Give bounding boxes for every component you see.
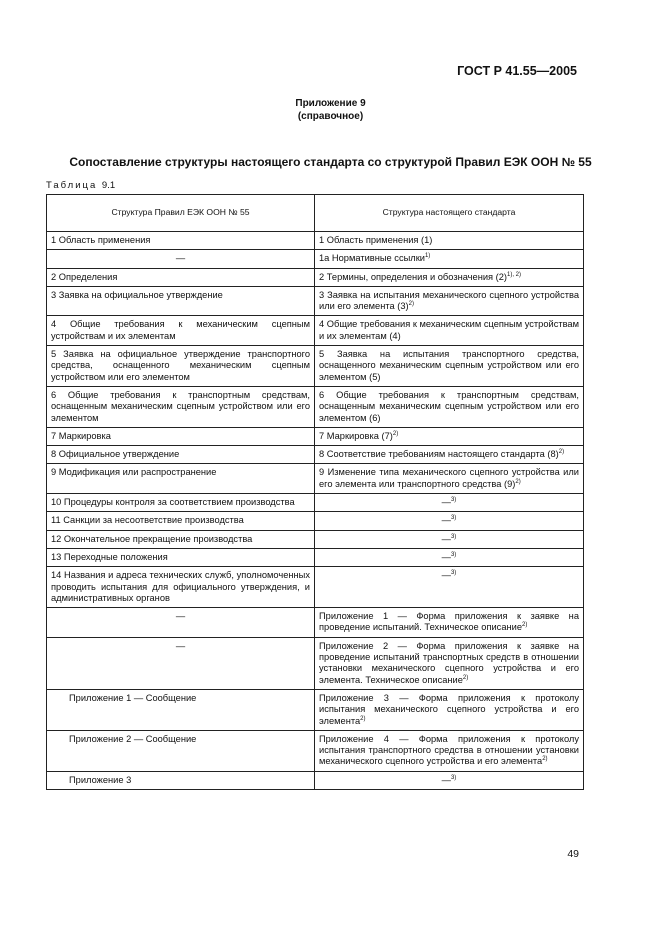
cell-unece-section: —: [47, 608, 315, 638]
cell-unece-section: 12 Окончательное прекращение производства: [47, 530, 315, 548]
cell-unece-section: 4 Общие требования к механическим сцепным устройствам и их элементам: [47, 316, 315, 346]
cell-standard-section: [315, 286, 584, 316]
table-body: [47, 232, 584, 790]
document-code: ГОСТ Р 41.55—2005: [457, 64, 577, 78]
footnote-marker: 3): [450, 497, 457, 504]
cell-text: 4 Общие требования к механическим сцепным устройствам и их элементам (4): [319, 319, 579, 341]
footnote-marker: 2): [558, 449, 565, 456]
cell-standard-section: [315, 346, 584, 387]
table-row: [47, 346, 584, 387]
footnote-marker: 2): [408, 301, 414, 308]
cell-text: 1а Нормативные ссылки: [319, 253, 425, 264]
cell-text: —: [441, 533, 451, 544]
table-row: [47, 427, 584, 445]
table-row: [47, 286, 584, 316]
cell-standard-section: [315, 494, 584, 512]
document-title: Сопоставление структуры настоящего стандарта со структурой Правил ЕЭК ООН № 55: [69, 155, 592, 169]
cell-text: 7 Маркировка (7): [319, 430, 393, 441]
cell-standard-section: [315, 530, 584, 548]
table-row: [47, 608, 584, 638]
cell-unece-section: Приложение 3: [47, 771, 315, 789]
table-row: [47, 730, 584, 771]
table-row: [47, 689, 584, 730]
cell-standard-section: [315, 446, 584, 464]
cell-text: Приложение 2 — Форма приложения к заявке на проведение испытаний транспортных средств в отношении установки механического сцепного устройства и его элемента. Техническое описание: [319, 640, 579, 685]
footnote-marker: 3): [450, 570, 457, 577]
cell-unece-section: 3 Заявка на официальное утверждение: [47, 286, 315, 316]
table-row: [47, 268, 584, 286]
cell-text: 3 Заявка на испытания механического сцепного устройства или его элемента (3): [319, 289, 579, 312]
cell-text: —: [441, 497, 451, 508]
cell-unece-section: 2 Определения: [47, 268, 315, 286]
table-row: [47, 446, 584, 464]
table-row: [47, 250, 584, 268]
cell-unece-section: 14 Названия и адреса технических служб, уполномоченных проводить испытания для официального утверждения, и административных органов: [47, 567, 315, 608]
table-row: [47, 386, 584, 427]
cell-unece-section: 7 Маркировка: [47, 427, 315, 445]
cell-standard-section: [315, 548, 584, 566]
footnote-marker: 2): [542, 756, 548, 763]
cell-text: 2 Термины, определения и обозначения (2): [319, 271, 508, 282]
cell-unece-section: 9 Модификация или распространение: [47, 464, 315, 494]
table-row: [47, 494, 584, 512]
cell-unece-section: —: [47, 637, 315, 689]
cell-unece-section: 6 Общие требования к транспортным средствам, оснащенным механическим сцепным устройством или его элементом: [47, 386, 315, 427]
footnote-marker: 2): [462, 674, 469, 681]
cell-standard-section: [315, 386, 584, 427]
cell-text: 9 Изменение типа механического сцепного устройства или его элемента или транспортного средства (9): [319, 467, 579, 489]
column-header-unece: Структура Правил ЕЭК ООН № 55: [47, 195, 315, 232]
table-header-row: [47, 195, 584, 232]
cell-standard-section: [315, 464, 584, 494]
cell-text: Приложение 3 — Форма приложения к протоколу испытания механического сцепного устройства и его элемента: [319, 692, 579, 726]
table-row: [47, 464, 584, 494]
cell-unece-section: 5 Заявка на официальное утверждение транспортного средства, оснащенного механическим сцепным устройством или его элементом: [47, 346, 315, 387]
cell-standard-section: [315, 427, 584, 445]
cell-standard-section: [315, 771, 584, 789]
cell-text: Приложение 4 — Форма приложения к протоколу испытания транспортного средства в отношении установки механического сцепного устройства и его элемента: [319, 733, 579, 767]
footnote-marker: 3): [450, 515, 457, 522]
cell-standard-section: [315, 730, 584, 771]
footnote-marker: 1): [424, 253, 431, 260]
table-row: [47, 637, 584, 689]
footnote-marker: 1), 2): [507, 271, 522, 278]
cell-text: 1 Область применения (1): [319, 235, 433, 245]
table-row: [47, 316, 584, 346]
cell-text: —: [441, 515, 451, 526]
cell-text: —: [441, 570, 451, 581]
cell-text: Приложение 1 — Форма приложения к заявке на проведение испытаний. Техническое описание: [319, 611, 579, 633]
footnote-marker: 2): [515, 478, 521, 485]
table-row: [47, 548, 584, 566]
footnote-marker: 3): [450, 533, 457, 540]
cell-text: 8 Соответствие требованиям настоящего стандарта (8): [319, 449, 559, 460]
comparison-table: [46, 194, 584, 790]
cell-standard-section: [315, 232, 584, 250]
cell-text: 6 Общие требования к транспортным средствам, оснащенным механическим сцепным устройством или его элементом (6): [319, 389, 579, 423]
table-row: [47, 530, 584, 548]
table-row: [47, 771, 584, 789]
column-header-standard: Структура настоящего стандарта: [315, 195, 584, 232]
cell-standard-section: [315, 608, 584, 638]
cell-standard-section: [315, 316, 584, 346]
footnote-marker: 2): [522, 622, 528, 629]
table-row: [47, 512, 584, 530]
table-row: [47, 232, 584, 250]
cell-unece-section: 1 Область применения: [47, 232, 315, 250]
appendix-heading: [0, 97, 661, 123]
table-caption-number: 9.1: [101, 180, 116, 191]
cell-standard-section: [315, 250, 584, 268]
footnote-marker: 3): [450, 551, 457, 558]
cell-standard-section: [315, 567, 584, 608]
cell-unece-section: 11 Санкции за несоответствие производства: [47, 512, 315, 530]
cell-unece-section: 10 Процедуры контроля за соответствием производства: [47, 494, 315, 512]
cell-text: —: [441, 551, 451, 562]
cell-text: 5 Заявка на испытания транспортного средства, оснащенного механическим сцепным устройством или его элементом (5): [319, 349, 579, 382]
table-row: [47, 567, 584, 608]
cell-standard-section: [315, 689, 584, 730]
cell-standard-section: [315, 512, 584, 530]
footnote-marker: 2): [360, 715, 366, 722]
page-number: 49: [567, 848, 579, 860]
cell-unece-section: Приложение 1 — Сообщение: [47, 689, 315, 730]
cell-standard-section: [315, 268, 584, 286]
footnote-marker: 3): [450, 774, 457, 781]
cell-unece-section: 8 Официальное утверждение: [47, 446, 315, 464]
appendix-subtitle: (справочное): [297, 111, 364, 122]
cell-standard-section: [315, 637, 584, 689]
cell-unece-section: —: [47, 250, 315, 268]
cell-unece-section: 13 Переходные положения: [47, 548, 315, 566]
footnote-marker: 2): [392, 430, 399, 437]
table-caption: [46, 180, 115, 191]
table-caption-label: Таблица: [46, 180, 98, 191]
cell-text: —: [441, 774, 451, 785]
cell-unece-section: Приложение 2 — Сообщение: [47, 730, 315, 771]
appendix-title: Приложение 9: [295, 98, 366, 109]
